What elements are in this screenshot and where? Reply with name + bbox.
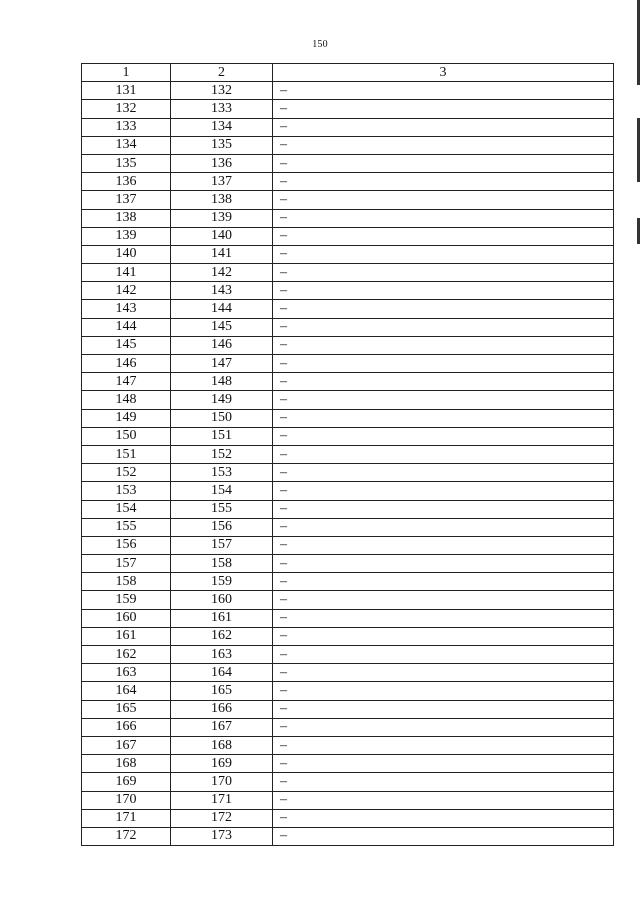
table-row bbox=[82, 154, 614, 172]
cell-col-3: – bbox=[273, 300, 614, 318]
cell-col-3: – bbox=[273, 555, 614, 573]
cell-col-1: 142 bbox=[82, 282, 171, 300]
cell-col-3: – bbox=[273, 173, 614, 191]
cell-col-2: 145 bbox=[171, 318, 273, 336]
cell-col-3: – bbox=[273, 518, 614, 536]
cell-col-2: 146 bbox=[171, 336, 273, 354]
cell-col-1: 138 bbox=[82, 209, 171, 227]
cell-col-2: 162 bbox=[171, 627, 273, 645]
cell-col-1: 158 bbox=[82, 573, 171, 591]
cell-col-1: 156 bbox=[82, 536, 171, 554]
cell-col-1: 171 bbox=[82, 809, 171, 827]
table-row bbox=[82, 82, 614, 100]
cell-col-2: 147 bbox=[171, 355, 273, 373]
cell-col-3: – bbox=[273, 609, 614, 627]
table-row bbox=[82, 136, 614, 154]
cell-col-3: – bbox=[273, 336, 614, 354]
cell-col-1: 169 bbox=[82, 773, 171, 791]
table-row bbox=[82, 609, 614, 627]
cell-col-3: – bbox=[273, 245, 614, 263]
cell-col-1: 146 bbox=[82, 355, 171, 373]
cell-col-3: – bbox=[273, 100, 614, 118]
table-row bbox=[82, 100, 614, 118]
cell-col-3: – bbox=[273, 191, 614, 209]
cell-col-1: 154 bbox=[82, 500, 171, 518]
cell-col-3: – bbox=[273, 409, 614, 427]
table-row bbox=[82, 827, 614, 845]
cell-col-1: 131 bbox=[82, 82, 171, 100]
cell-col-3: – bbox=[273, 136, 614, 154]
cell-col-1: 144 bbox=[82, 318, 171, 336]
cell-col-3: – bbox=[273, 82, 614, 100]
cell-col-1: 157 bbox=[82, 555, 171, 573]
cell-col-1: 168 bbox=[82, 755, 171, 773]
cell-col-2: 148 bbox=[171, 373, 273, 391]
cell-col-3: – bbox=[273, 591, 614, 609]
cell-col-3: – bbox=[273, 646, 614, 664]
table-row bbox=[82, 191, 614, 209]
table-row bbox=[82, 755, 614, 773]
cell-col-1: 172 bbox=[82, 827, 171, 845]
cell-col-2: 143 bbox=[171, 282, 273, 300]
table-row bbox=[82, 500, 614, 518]
cell-col-2: 167 bbox=[171, 718, 273, 736]
cell-col-2: 161 bbox=[171, 609, 273, 627]
table-row bbox=[82, 227, 614, 245]
cell-col-1: 167 bbox=[82, 736, 171, 754]
table-row bbox=[82, 427, 614, 445]
table-row bbox=[82, 591, 614, 609]
cell-col-2: 153 bbox=[171, 464, 273, 482]
cell-col-2: 157 bbox=[171, 536, 273, 554]
table-row bbox=[82, 282, 614, 300]
cell-col-3: – bbox=[273, 791, 614, 809]
cell-col-1: 161 bbox=[82, 627, 171, 645]
cell-col-2: 132 bbox=[171, 82, 273, 100]
cell-col-2: 158 bbox=[171, 555, 273, 573]
cell-col-3: – bbox=[273, 736, 614, 754]
cell-col-2: 142 bbox=[171, 264, 273, 282]
cell-col-1: 164 bbox=[82, 682, 171, 700]
cell-col-1: 143 bbox=[82, 300, 171, 318]
cell-col-2: 134 bbox=[171, 118, 273, 136]
cell-col-1: 141 bbox=[82, 264, 171, 282]
cell-col-3: – bbox=[273, 464, 614, 482]
cell-col-3: – bbox=[273, 573, 614, 591]
cell-col-1: 145 bbox=[82, 336, 171, 354]
table-row bbox=[82, 555, 614, 573]
table-row bbox=[82, 300, 614, 318]
cell-col-2: 149 bbox=[171, 391, 273, 409]
cell-col-2: 169 bbox=[171, 755, 273, 773]
cell-col-3: – bbox=[273, 118, 614, 136]
cell-col-2: 154 bbox=[171, 482, 273, 500]
cell-col-2: 144 bbox=[171, 300, 273, 318]
table-row bbox=[82, 445, 614, 463]
cell-col-3: – bbox=[273, 209, 614, 227]
cell-col-2: 172 bbox=[171, 809, 273, 827]
table-row bbox=[82, 773, 614, 791]
cell-col-2: 152 bbox=[171, 445, 273, 463]
cell-col-1: 133 bbox=[82, 118, 171, 136]
cell-col-3: – bbox=[273, 427, 614, 445]
table-body bbox=[82, 82, 614, 846]
cell-col-3: – bbox=[273, 536, 614, 554]
cell-col-2: 135 bbox=[171, 136, 273, 154]
table-row bbox=[82, 718, 614, 736]
cell-col-3: – bbox=[273, 227, 614, 245]
table-row bbox=[82, 209, 614, 227]
cell-col-2: 160 bbox=[171, 591, 273, 609]
cell-col-1: 155 bbox=[82, 518, 171, 536]
cell-col-1: 152 bbox=[82, 464, 171, 482]
table-row bbox=[82, 373, 614, 391]
cell-col-1: 147 bbox=[82, 373, 171, 391]
table-row bbox=[82, 245, 614, 263]
cell-col-2: 133 bbox=[171, 100, 273, 118]
table-row bbox=[82, 536, 614, 554]
cell-col-1: 153 bbox=[82, 482, 171, 500]
cell-col-1: 160 bbox=[82, 609, 171, 627]
cell-col-1: 151 bbox=[82, 445, 171, 463]
cell-col-2: 139 bbox=[171, 209, 273, 227]
cell-col-2: 168 bbox=[171, 736, 273, 754]
cell-col-3: – bbox=[273, 500, 614, 518]
cell-col-2: 164 bbox=[171, 664, 273, 682]
cell-col-1: 165 bbox=[82, 700, 171, 718]
cell-col-3: – bbox=[273, 682, 614, 700]
table-row bbox=[82, 173, 614, 191]
table-row bbox=[82, 464, 614, 482]
cell-col-2: 137 bbox=[171, 173, 273, 191]
cell-col-2: 166 bbox=[171, 700, 273, 718]
cell-col-3: – bbox=[273, 355, 614, 373]
table-row bbox=[82, 791, 614, 809]
table-row bbox=[82, 518, 614, 536]
page-number: 150 bbox=[312, 39, 328, 50]
cell-col-2: 173 bbox=[171, 827, 273, 845]
cell-col-3: – bbox=[273, 627, 614, 645]
cell-col-2: 150 bbox=[171, 409, 273, 427]
cell-col-3: – bbox=[273, 373, 614, 391]
table-row bbox=[82, 736, 614, 754]
table-row bbox=[82, 700, 614, 718]
table-row bbox=[82, 264, 614, 282]
cell-col-1: 148 bbox=[82, 391, 171, 409]
table-row bbox=[82, 409, 614, 427]
cell-col-1: 137 bbox=[82, 191, 171, 209]
cell-col-1: 170 bbox=[82, 791, 171, 809]
cell-col-2: 155 bbox=[171, 500, 273, 518]
data-table bbox=[81, 63, 614, 846]
table-row bbox=[82, 118, 614, 136]
cell-col-1: 140 bbox=[82, 245, 171, 263]
table-row bbox=[82, 646, 614, 664]
cell-col-1: 135 bbox=[82, 154, 171, 172]
cell-col-2: 163 bbox=[171, 646, 273, 664]
cell-col-2: 141 bbox=[171, 245, 273, 263]
cell-col-1: 139 bbox=[82, 227, 171, 245]
cell-col-2: 159 bbox=[171, 573, 273, 591]
table-header-row bbox=[82, 64, 614, 82]
cell-col-2: 165 bbox=[171, 682, 273, 700]
cell-col-3: – bbox=[273, 809, 614, 827]
table-row bbox=[82, 336, 614, 354]
cell-col-1: 134 bbox=[82, 136, 171, 154]
cell-col-2: 171 bbox=[171, 791, 273, 809]
cell-col-2: 151 bbox=[171, 427, 273, 445]
table-row bbox=[82, 482, 614, 500]
cell-col-1: 163 bbox=[82, 664, 171, 682]
table-row bbox=[82, 391, 614, 409]
table-row bbox=[82, 627, 614, 645]
column-header-1: 1 bbox=[82, 64, 171, 82]
cell-col-3: – bbox=[273, 482, 614, 500]
cell-col-2: 156 bbox=[171, 518, 273, 536]
cell-col-1: 150 bbox=[82, 427, 171, 445]
table-row bbox=[82, 573, 614, 591]
cell-col-3: – bbox=[273, 445, 614, 463]
cell-col-2: 140 bbox=[171, 227, 273, 245]
cell-col-3: – bbox=[273, 391, 614, 409]
cell-col-3: – bbox=[273, 755, 614, 773]
table-row bbox=[82, 355, 614, 373]
table-row bbox=[82, 809, 614, 827]
cell-col-3: – bbox=[273, 318, 614, 336]
cell-col-3: – bbox=[273, 154, 614, 172]
cell-col-2: 138 bbox=[171, 191, 273, 209]
cell-col-3: – bbox=[273, 664, 614, 682]
table-row bbox=[82, 318, 614, 336]
cell-col-3: – bbox=[273, 264, 614, 282]
column-header-2: 2 bbox=[171, 64, 273, 82]
column-header-3: 3 bbox=[273, 64, 614, 82]
cell-col-1: 159 bbox=[82, 591, 171, 609]
cell-col-3: – bbox=[273, 773, 614, 791]
cell-col-1: 162 bbox=[82, 646, 171, 664]
cell-col-1: 166 bbox=[82, 718, 171, 736]
cell-col-3: – bbox=[273, 827, 614, 845]
cell-col-3: – bbox=[273, 718, 614, 736]
cell-col-1: 132 bbox=[82, 100, 171, 118]
cell-col-3: – bbox=[273, 282, 614, 300]
table-row bbox=[82, 682, 614, 700]
cell-col-2: 170 bbox=[171, 773, 273, 791]
cell-col-1: 136 bbox=[82, 173, 171, 191]
cell-col-1: 149 bbox=[82, 409, 171, 427]
cell-col-3: – bbox=[273, 700, 614, 718]
table-row bbox=[82, 664, 614, 682]
cell-col-2: 136 bbox=[171, 154, 273, 172]
